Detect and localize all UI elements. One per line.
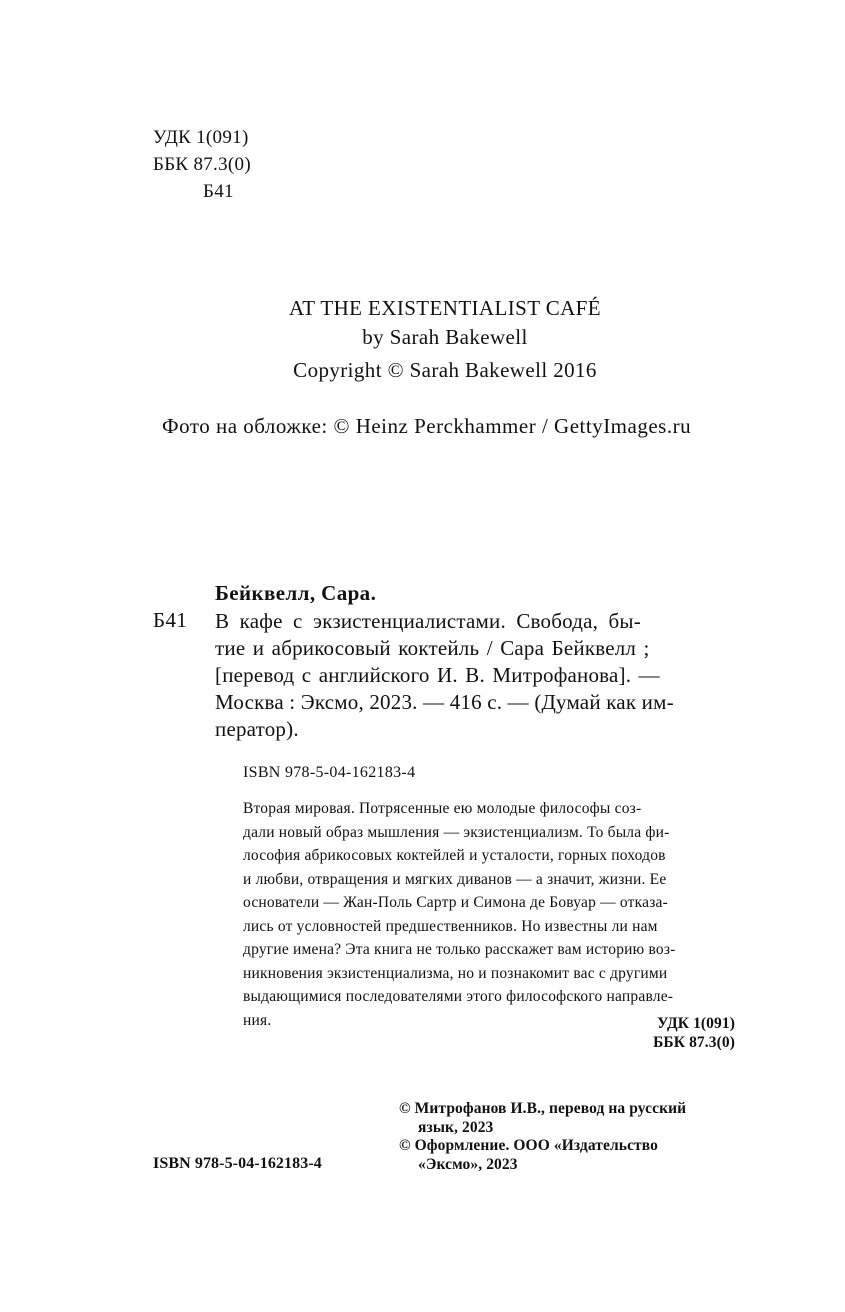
catalog-author-heading: Бейквелл, Сара. [215,581,377,605]
description-line: Москва : Эксмо, 2023. — 416 с. — (Думай как им- [215,690,674,714]
copyright-line: © Митрофанов И.В., перевод на русский [399,1100,687,1117]
original-author: by Sarah Bakewell [362,325,528,349]
author-sign: Б41 [203,181,234,202]
annotation-line: выдающимися последователями этого философского направле- [243,988,674,1005]
catalog-description [215,608,740,743]
catalog-bbk: ББК 87.3(0) [653,1034,735,1051]
annotation-line: лософия абрикосовых коктейлей и усталости, горных походов [243,847,666,864]
annotation-line: основатели — Жан-Поль Сартр и Симона де Бовуар — отказа- [243,894,668,911]
annotation-line: другие имена? Эта книга не только расскажет вам историю воз- [243,941,676,958]
bbk-code: ББК 87.3(0) [153,154,251,175]
annotation-line: и любви, отвращения и мягких диванов — а значит, жизни. Ее [243,870,667,888]
catalog-udk: УДК 1(091) [657,1015,735,1032]
annotation-line: ния. [243,1011,272,1029]
description-line: тие и абрикосовый коктейль / Сара Бейквелл ; [215,636,650,660]
cover-photo-credit: Фото на обложке: © Heinz Perckhammer / GettyImages.ru [162,414,692,438]
annotation-line: никновения экзистенциализма, но и познакомит вас с другими [243,964,668,982]
original-copyright: Copyright © Sarah Bakewell 2016 [293,358,597,382]
copyright-line: © Оформление. ООО «Издательство [399,1137,658,1154]
original-title: AT THE EXISTENTIALIST CAFÉ [289,296,601,320]
description-line: ператор). [215,717,299,741]
footer-isbn: ISBN 978-5-04-162183-4 [153,1155,322,1172]
annotation-line: лись от условностей предшественников. Но известны ли нам [243,917,658,935]
copyright-line: язык, 2023 [418,1119,494,1136]
description-line: В кафе с экзистенциалистами. Свобода, бы- [215,609,641,633]
catalog-isbn: ISBN 978-5-04-162183-4 [243,764,416,781]
udk-code: УДК 1(091) [153,127,249,148]
catalog-sign: Б41 [153,608,188,632]
copyright-translation [399,1099,686,1137]
catalog-annotation [243,797,740,1032]
copyright-design [399,1136,658,1174]
annotation-line: Вторая мировая. Потрясенные ею молодые философы соз- [243,800,642,817]
description-line: [перевод с английского И. В. Митрофанова]. — [215,663,660,687]
copyright-line: «Эксмо», 2023 [418,1156,518,1173]
annotation-line: дали новый образ мышления — экзистенциализм. То была фи- [243,823,670,841]
